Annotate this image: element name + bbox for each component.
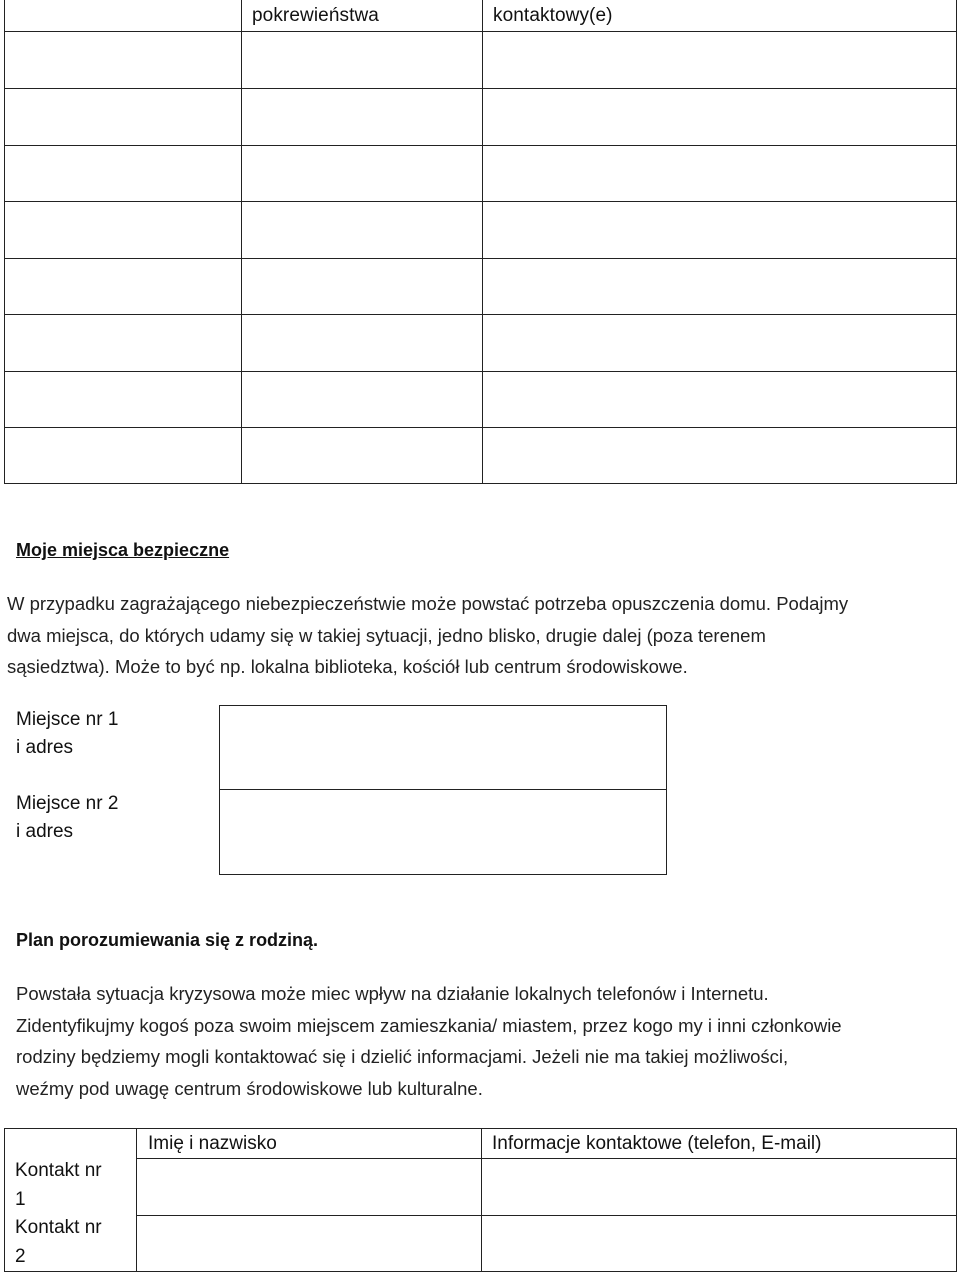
safe-places-heading: Moje miejsca bezpieczne	[16, 540, 230, 560]
column-header-contact: kontaktowy(e)	[493, 5, 613, 26]
table-row-divider	[5, 314, 956, 315]
place-2-label-line: Miejsce nr 2	[16, 793, 119, 814]
table-row-divider	[5, 31, 956, 32]
paragraph-line: dwa miejsca, do których udamy się w takiej sytuacji, jedno blisko, drugie dalej (poza terenem	[7, 624, 766, 646]
family-plan-heading: Plan porozumiewania się z rodziną.	[16, 930, 319, 950]
paragraph-line: weźmy pod uwagę centrum środowiskowe lub kulturalne.	[16, 1077, 483, 1099]
column-header-contact-info: Informacje kontaktowe (telefon, E-mail)	[492, 1133, 822, 1154]
paragraph-line: Powstała sytuacja kryzysowa może miec wpływ na działanie lokalnych telefonów i Internetu.	[16, 983, 769, 1004]
contact-1-label-line: 1	[15, 1188, 26, 1210]
table-column-divider	[136, 1129, 137, 1271]
table-row-divider	[5, 258, 956, 259]
table-row-divider	[5, 88, 956, 89]
table-row-divider	[136, 1215, 956, 1216]
contact-1-label-line: Kontakt nr	[15, 1160, 102, 1181]
table-row-divider	[5, 371, 956, 372]
paragraph-line: rodziny będziemy mogli kontaktować się i dzielić informacjami. Jeżeli nie ma takiej możliwości,	[16, 1046, 789, 1067]
table-column-divider	[241, 0, 242, 483]
contacts-table	[4, 1128, 957, 1272]
contact-2-label-line: 2	[15, 1245, 26, 1267]
paragraph-line: W przypadku zagrażającego niebezpieczeństwie może powstać potrzeba opuszczenia domu. Podajmy	[7, 593, 849, 614]
table-row-divider	[136, 1158, 956, 1159]
safe-places-paragraph	[7, 588, 848, 683]
place-1-label	[16, 706, 118, 762]
table-row-divider	[5, 145, 956, 146]
contact-2-label-line: Kontakt nr	[15, 1217, 102, 1238]
paragraph-line: Zidentyfikujmy kogoś poza swoim miejscem zamieszkania/ miastem, przez kogo my i inni członkowie	[16, 1014, 842, 1036]
paragraph-line: sąsiedztwa). Może to być np. lokalna biblioteka, kościół lub centrum środowiskowe.	[7, 656, 688, 677]
place-2-label-line: i adres	[16, 821, 74, 842]
place-1-label-line: Miejsce nr 1	[16, 709, 119, 730]
places-table	[219, 705, 667, 875]
table-row-divider	[5, 201, 956, 202]
contact-2-label	[15, 1214, 102, 1271]
table-column-divider	[481, 1129, 482, 1271]
place-1-label-line: i adres	[16, 737, 74, 758]
place-2-label	[16, 790, 118, 846]
relatives-table	[4, 0, 957, 484]
family-plan-paragraph	[16, 978, 842, 1104]
table-row-divider	[5, 427, 956, 428]
table-row-divider	[220, 789, 666, 790]
column-header-name: Imię i nazwisko	[148, 1133, 277, 1154]
contact-1-label	[15, 1157, 102, 1214]
table-column-divider	[482, 0, 483, 483]
column-header-relationship: pokrewieństwa	[252, 5, 379, 26]
